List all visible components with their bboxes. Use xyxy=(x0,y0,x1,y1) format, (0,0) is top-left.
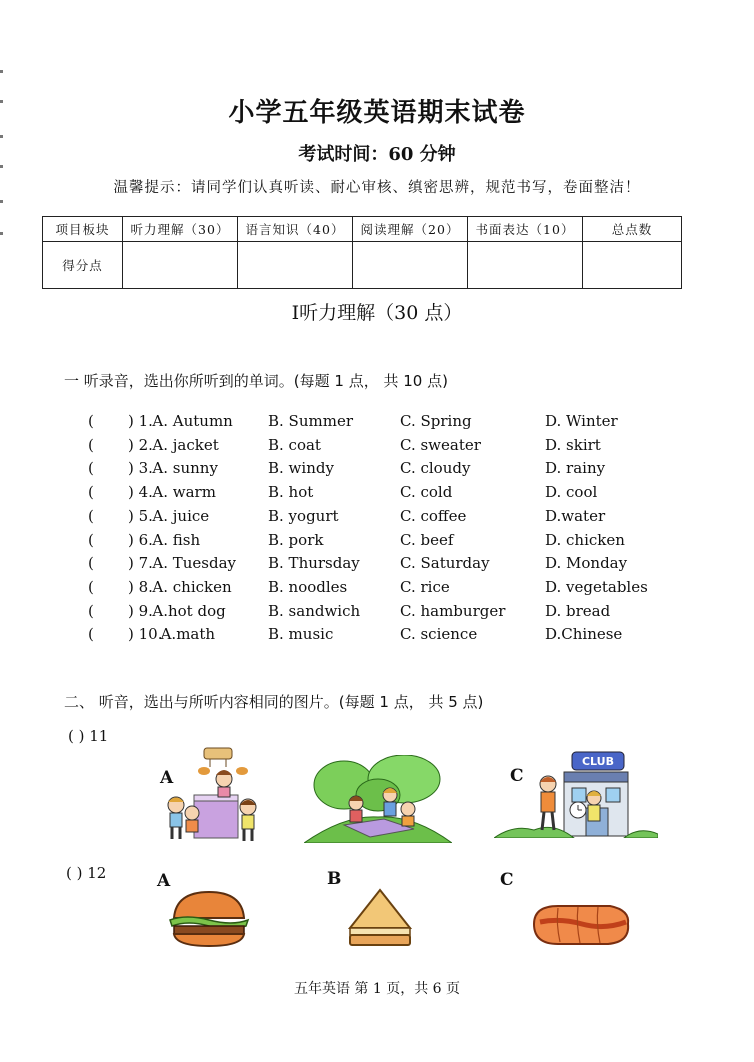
hotdog-picture[interactable] xyxy=(530,898,634,952)
option-b: B. Summer xyxy=(268,412,353,430)
score-input-cell[interactable] xyxy=(353,242,468,289)
score-table xyxy=(42,216,682,289)
part1-heading: 一 听录音，选出你所听到的单词。(每题 1 点， 共 10 点) xyxy=(64,372,448,390)
option-b: B. windy xyxy=(268,459,334,478)
option-b: B. yogurt xyxy=(268,506,339,525)
option-d: D. bread xyxy=(545,601,611,620)
option-a: A. chicken xyxy=(152,577,232,596)
option-c-label: C xyxy=(510,766,524,786)
club-sign-text: CLUB xyxy=(581,755,615,768)
page-footer: 五年英语 第 1 页，共 6 页 xyxy=(293,981,461,997)
score-header-cell: 项目板块 xyxy=(43,217,123,242)
option-b-label: B xyxy=(327,869,342,889)
option-b: B. noodles xyxy=(268,577,348,596)
score-input-cell[interactable] xyxy=(583,242,682,289)
option-c: C. science xyxy=(400,625,478,644)
score-header-cell: 书面表达（10） xyxy=(468,217,583,242)
option-c: C. Spring xyxy=(400,412,472,430)
option-b: B. coat xyxy=(268,435,321,454)
option-c: C. cold xyxy=(400,483,453,502)
option-a-label: A xyxy=(157,871,171,891)
hamburger-picture[interactable] xyxy=(166,888,252,950)
sandwich-picture[interactable] xyxy=(344,886,414,950)
option-d: D.Chinese xyxy=(545,625,623,644)
option-b: B. hot xyxy=(268,483,314,502)
option-b: B. music xyxy=(268,625,334,644)
margin-mark xyxy=(0,200,3,203)
option-d: D. skirt xyxy=(545,435,601,454)
option-a: A. Tuesday xyxy=(152,554,237,573)
option-a: A. sunny xyxy=(152,459,218,478)
tip-text: 温馨提示：请同学们认真听读、耐心审核、缜密思辨，规范书写，卷面整洁！ xyxy=(113,180,641,196)
option-a: A.math xyxy=(160,625,216,644)
club-picture[interactable] xyxy=(494,750,658,838)
score-input-cell[interactable] xyxy=(238,242,353,289)
option-a: A. juice xyxy=(152,506,210,525)
score-table-header-row xyxy=(43,217,682,242)
page-title: 小学五年级英语期末试卷 xyxy=(228,98,526,128)
option-c: C. coffee xyxy=(400,506,467,525)
option-a: A. jacket xyxy=(152,435,219,454)
option-d: D. vegetables xyxy=(545,577,648,596)
margin-mark xyxy=(0,70,3,73)
option-c-label: C xyxy=(500,870,514,890)
question-12-number[interactable]: ( ) 12 xyxy=(66,864,107,882)
option-c: C. sweater xyxy=(400,435,481,454)
option-c: C. beef xyxy=(400,530,454,549)
option-a: A.hot dog xyxy=(152,601,226,620)
option-d: D.water xyxy=(545,506,606,525)
option-b: B. sandwich xyxy=(268,601,361,620)
score-input-cell[interactable] xyxy=(468,242,583,289)
option-d: D. chicken xyxy=(545,530,625,549)
option-c: C. cloudy xyxy=(400,459,471,478)
option-c: C. hamburger xyxy=(400,601,506,620)
shop-picture[interactable] xyxy=(158,745,262,845)
option-a: A. Autumn xyxy=(152,412,233,430)
picnic-picture[interactable] xyxy=(304,755,452,843)
part2-heading: 二、 听音，选出与所听内容相同的图片。(每题 1 点， 共 5 点) xyxy=(64,693,484,711)
score-header-cell: 总点数 xyxy=(583,217,682,242)
option-d: D. Winter xyxy=(545,412,618,430)
option-d: D. Monday xyxy=(545,554,628,573)
option-a: A. fish xyxy=(152,530,201,549)
score-table-row xyxy=(43,242,682,289)
option-a-label: A xyxy=(160,768,174,788)
score-row-label: 得分点 xyxy=(43,242,123,289)
option-d: D. cool xyxy=(545,483,598,502)
option-b: B. Thursday xyxy=(268,554,360,573)
margin-mark xyxy=(0,232,3,235)
exam-time: 考试时间：60 分钟 xyxy=(298,144,456,165)
score-header-cell: 听力理解（30） xyxy=(123,217,238,242)
option-c: C. rice xyxy=(400,577,450,596)
question-11-number[interactable]: ( ) 11 xyxy=(68,727,109,745)
margin-mark xyxy=(0,135,3,138)
option-a: A. warm xyxy=(152,483,216,502)
option-d: D. rainy xyxy=(545,459,606,478)
score-input-cell[interactable] xyxy=(123,242,238,289)
option-b: B. pork xyxy=(268,530,324,549)
section-title: Ⅰ听力理解（30 点） xyxy=(291,302,463,324)
score-header-cell: 语言知识（40） xyxy=(238,217,353,242)
score-header-cell: 阅读理解（20） xyxy=(353,217,468,242)
option-c: C. Saturday xyxy=(400,554,490,573)
